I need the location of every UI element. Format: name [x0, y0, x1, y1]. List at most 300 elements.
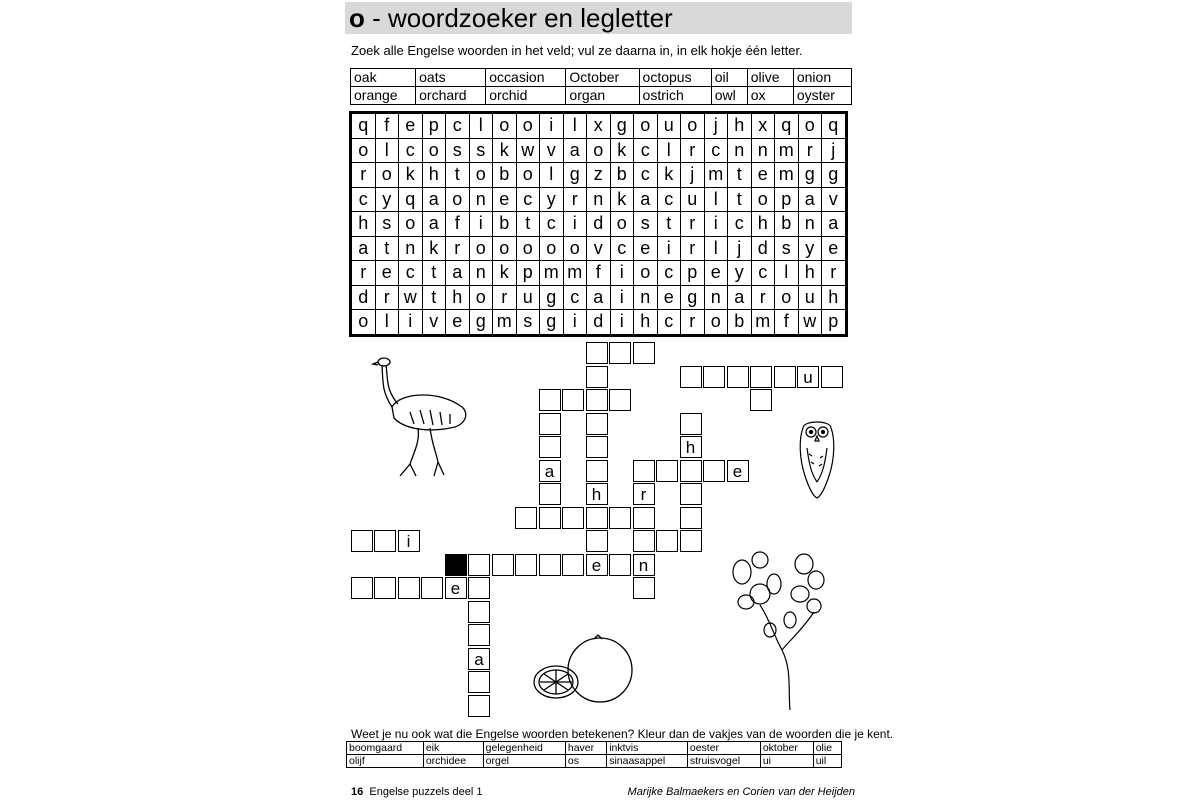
crossword-cell[interactable] — [656, 530, 678, 552]
grid-letter-cell[interactable]: b — [493, 163, 517, 188]
crossword-cell[interactable] — [351, 530, 373, 552]
crossword-cell[interactable] — [468, 671, 490, 693]
crossword-cell[interactable] — [586, 460, 608, 482]
crossword-given-letter[interactable]: a — [539, 460, 561, 482]
grid-letter-cell[interactable]: c — [352, 187, 376, 212]
grid-letter-cell[interactable]: u — [516, 285, 540, 310]
page-number: 16 — [351, 786, 364, 798]
grid-letter-cell[interactable]: e — [399, 114, 423, 139]
grid-letter-cell[interactable]: j — [822, 138, 846, 163]
book-title: Engelse puzzels deel 1 — [369, 786, 483, 798]
grid-letter-cell[interactable]: p — [516, 261, 540, 286]
crossword-cell[interactable] — [351, 577, 373, 599]
grid-letter-cell[interactable]: o — [446, 187, 470, 212]
grid-letter-cell[interactable]: k — [610, 187, 634, 212]
grid-letter-cell[interactable]: k — [493, 138, 517, 163]
crossword-cell[interactable] — [633, 530, 655, 552]
grid-letter-cell[interactable]: i — [563, 212, 587, 237]
grid-letter-cell[interactable]: d — [751, 236, 775, 261]
grid-letter-cell[interactable]: s — [634, 212, 658, 237]
grid-letter-cell[interactable]: c — [657, 310, 681, 335]
grid-letter-cell[interactable]: e — [375, 261, 399, 286]
worksheet-page — [345, 0, 894, 800]
grid-letter-cell[interactable]: l — [563, 114, 587, 139]
grid-letter-cell[interactable]: q — [775, 114, 799, 139]
crossword-cell[interactable] — [633, 507, 655, 529]
crossword-cell[interactable] — [539, 554, 561, 576]
grid-letter-cell[interactable]: t — [375, 236, 399, 261]
grid-letter-cell[interactable]: g — [563, 163, 587, 188]
word-cell: onion — [793, 69, 851, 87]
crossword-cell[interactable] — [680, 460, 702, 482]
grid-letter-cell[interactable]: r — [681, 212, 705, 237]
grid-letter-cell[interactable]: y — [798, 236, 822, 261]
crossword-cell[interactable] — [539, 507, 561, 529]
crossword-cell[interactable] — [586, 342, 608, 364]
grid-letter-cell[interactable]: i — [469, 212, 493, 237]
grid-letter-cell[interactable]: q — [352, 114, 376, 139]
grid-letter-cell[interactable]: i — [540, 114, 564, 139]
crossword-cell[interactable] — [586, 389, 608, 411]
crossword-cell[interactable] — [586, 366, 608, 388]
grid-row — [352, 236, 846, 261]
grid-row — [352, 138, 846, 163]
grid-letter-cell[interactable]: e — [493, 187, 517, 212]
translation-cell[interactable]: inktvis — [607, 742, 688, 755]
crossword-cell[interactable] — [562, 554, 584, 576]
word-cell: octopus — [639, 69, 711, 87]
grid-letter-cell[interactable]: m — [563, 261, 587, 286]
grid-letter-cell[interactable]: e — [657, 285, 681, 310]
grid-letter-cell[interactable]: h — [822, 285, 846, 310]
crossword-cell[interactable] — [468, 601, 490, 623]
grid-letter-cell[interactable]: c — [634, 138, 658, 163]
grid-letter-cell[interactable]: p — [681, 261, 705, 286]
grid-letter-cell[interactable]: t — [728, 163, 752, 188]
grid-letter-cell[interactable]: n — [469, 187, 493, 212]
grid-letter-cell[interactable]: c — [399, 261, 423, 286]
crossword-cell[interactable] — [750, 366, 772, 388]
grid-letter-cell[interactable]: c — [446, 114, 470, 139]
grid-row — [352, 187, 846, 212]
grid-letter-cell[interactable]: r — [446, 236, 470, 261]
grid-letter-cell[interactable]: l — [775, 261, 799, 286]
grid-letter-cell[interactable]: t — [446, 163, 470, 188]
grid-letter-cell[interactable]: r — [751, 285, 775, 310]
word-cell: oyster — [793, 87, 851, 105]
grid-letter-cell[interactable]: e — [446, 310, 470, 335]
grid-letter-cell[interactable]: v — [822, 187, 846, 212]
grid-letter-cell[interactable]: o — [469, 236, 493, 261]
grid-letter-cell[interactable]: o — [469, 285, 493, 310]
crossword-cell[interactable] — [703, 366, 725, 388]
grid-letter-cell[interactable]: m — [493, 310, 517, 335]
grid-letter-cell[interactable]: i — [563, 310, 587, 335]
grid-letter-cell[interactable]: g — [540, 310, 564, 335]
grid-letter-cell[interactable]: n — [399, 236, 423, 261]
grid-letter-cell[interactable]: q — [399, 187, 423, 212]
grid-letter-cell[interactable]: c — [516, 187, 540, 212]
grid-row — [352, 114, 846, 139]
crossword-cell[interactable] — [774, 366, 796, 388]
grid-letter-cell[interactable]: s — [375, 212, 399, 237]
crossword-cell[interactable] — [539, 483, 561, 505]
grid-letter-cell[interactable]: e — [634, 236, 658, 261]
crossword-cell[interactable] — [421, 577, 443, 599]
word-cell: oil — [711, 69, 747, 87]
grid-letter-cell[interactable]: m — [775, 138, 799, 163]
grid-letter-cell[interactable]: a — [587, 285, 611, 310]
crossword-cell[interactable] — [586, 436, 608, 458]
grid-letter-cell[interactable]: f — [775, 310, 799, 335]
crossword-given-letter[interactable]: r — [633, 483, 655, 505]
crossword-cell[interactable] — [492, 554, 514, 576]
grid-letter-cell[interactable]: u — [681, 187, 705, 212]
grid-letter-cell[interactable]: o — [375, 163, 399, 188]
crossword-cell[interactable] — [562, 389, 584, 411]
grid-letter-cell[interactable]: z — [587, 163, 611, 188]
translation-cell[interactable]: uil — [813, 755, 841, 768]
grid-letter-cell[interactable]: p — [822, 310, 846, 335]
crossword-given-letter[interactable]: n — [633, 554, 655, 576]
grid-letter-cell[interactable]: b — [775, 212, 799, 237]
grid-letter-cell[interactable]: a — [422, 212, 446, 237]
grid-letter-cell[interactable]: t — [657, 212, 681, 237]
grid-letter-cell[interactable]: o — [399, 212, 423, 237]
translation-cell[interactable]: eik — [423, 742, 483, 755]
grid-letter-cell[interactable]: i — [610, 285, 634, 310]
grid-letter-cell[interactable]: v — [587, 236, 611, 261]
grid-letter-cell[interactable]: o — [469, 163, 493, 188]
grid-letter-cell[interactable]: n — [469, 261, 493, 286]
grid-letter-cell[interactable]: k — [422, 236, 446, 261]
word-cell: October — [566, 69, 639, 87]
grid-letter-cell[interactable]: i — [399, 310, 423, 335]
crossword-cell[interactable] — [468, 577, 490, 599]
crossword-cell[interactable] — [727, 366, 749, 388]
crossword-given-letter[interactable]: a — [468, 648, 490, 670]
translation-cell[interactable]: olijf — [347, 755, 424, 768]
translation-cell[interactable]: oktober — [760, 742, 813, 755]
grid-letter-cell[interactable]: m — [704, 163, 728, 188]
grid-letter-cell[interactable]: l — [704, 236, 728, 261]
crossword-cell[interactable] — [703, 460, 725, 482]
grid-letter-cell[interactable]: h — [798, 261, 822, 286]
grid-letter-cell[interactable]: n — [587, 187, 611, 212]
word-cell: occasion — [486, 69, 566, 87]
grid-letter-cell[interactable]: t — [422, 285, 446, 310]
grid-letter-cell[interactable]: b — [728, 310, 752, 335]
grid-letter-cell[interactable]: g — [822, 163, 846, 188]
grid-letter-cell[interactable]: c — [540, 212, 564, 237]
grid-letter-cell[interactable]: a — [634, 187, 658, 212]
grid-letter-cell[interactable]: l — [657, 138, 681, 163]
word-cell: ox — [747, 87, 793, 105]
grid-letter-cell[interactable]: v — [540, 138, 564, 163]
grid-letter-cell[interactable]: o — [587, 138, 611, 163]
grid-letter-cell[interactable]: i — [704, 212, 728, 237]
crossword-cell[interactable] — [821, 366, 843, 388]
translation-cell[interactable]: haver — [565, 742, 606, 755]
grid-letter-cell[interactable]: r — [681, 236, 705, 261]
crossword-cell[interactable] — [398, 577, 420, 599]
crossword-cell[interactable] — [680, 413, 702, 435]
grid-letter-cell[interactable]: l — [375, 310, 399, 335]
grid-letter-cell[interactable]: q — [822, 114, 846, 139]
grid-letter-cell[interactable]: c — [610, 236, 634, 261]
crossword-cell[interactable] — [609, 389, 631, 411]
grid-letter-cell[interactable]: a — [446, 261, 470, 286]
grid-letter-cell[interactable]: o — [352, 138, 376, 163]
grid-letter-cell[interactable]: j — [704, 114, 728, 139]
grid-letter-cell[interactable]: r — [798, 138, 822, 163]
grid-letter-cell[interactable]: l — [469, 114, 493, 139]
crossword-cell[interactable] — [515, 507, 537, 529]
crossword-cell[interactable] — [539, 436, 561, 458]
crossword-cell[interactable] — [468, 624, 490, 646]
grid-letter-cell[interactable]: x — [587, 114, 611, 139]
grid-letter-cell[interactable]: r — [493, 285, 517, 310]
grid-letter-cell[interactable]: h — [352, 212, 376, 237]
grid-letter-cell[interactable]: u — [657, 114, 681, 139]
translation-cell[interactable]: gelegenheid — [483, 742, 565, 755]
grid-letter-cell[interactable]: p — [422, 114, 446, 139]
grid-letter-cell[interactable]: c — [563, 285, 587, 310]
grid-letter-cell[interactable]: e — [751, 163, 775, 188]
grid-letter-cell[interactable]: j — [728, 236, 752, 261]
crossword-cell[interactable] — [539, 389, 561, 411]
grid-letter-cell[interactable]: c — [704, 138, 728, 163]
crossword-cell[interactable] — [586, 507, 608, 529]
grid-letter-cell[interactable]: y — [540, 187, 564, 212]
crossword-cell[interactable] — [539, 413, 561, 435]
grid-letter-cell[interactable]: d — [352, 285, 376, 310]
grid-letter-cell[interactable]: k — [610, 138, 634, 163]
grid-letter-cell[interactable]: r — [375, 285, 399, 310]
crossword-given-letter[interactable]: i — [398, 530, 420, 552]
grid-letter-cell[interactable]: i — [610, 310, 634, 335]
grid-letter-cell[interactable]: k — [493, 261, 517, 286]
translation-cell[interactable]: sinaasappel — [607, 755, 688, 768]
crossword-given-letter[interactable]: e — [586, 554, 608, 576]
translation-cell[interactable]: orchidee — [423, 755, 483, 768]
title-letter: o — [349, 3, 365, 33]
grid-letter-cell[interactable]: i — [657, 236, 681, 261]
crossword-cell[interactable] — [468, 554, 490, 576]
grid-letter-cell[interactable]: x — [751, 114, 775, 139]
grid-letter-cell[interactable]: m — [540, 261, 564, 286]
grid-letter-cell[interactable]: b — [493, 212, 517, 237]
grid-letter-cell[interactable]: s — [516, 310, 540, 335]
instruction-text: Zoek alle Engelse woorden in het veld; vul ze daarna in, in elk hokje één letter. — [351, 43, 803, 58]
grid-letter-cell[interactable]: m — [775, 163, 799, 188]
word-cell: owl — [711, 87, 747, 105]
word-list-table — [350, 68, 852, 105]
crossword-cell[interactable] — [680, 483, 702, 505]
word-cell: oats — [416, 69, 486, 87]
grid-letter-cell[interactable]: a — [352, 236, 376, 261]
grid-letter-cell[interactable]: w — [399, 285, 423, 310]
grid-letter-cell[interactable]: t — [422, 261, 446, 286]
grid-letter-cell[interactable]: u — [798, 285, 822, 310]
grid-letter-cell[interactable]: g — [469, 310, 493, 335]
grid-letter-cell[interactable]: h — [422, 163, 446, 188]
grid-letter-cell[interactable]: k — [657, 163, 681, 188]
crossword-cell[interactable] — [586, 530, 608, 552]
grid-letter-cell[interactable]: o — [516, 163, 540, 188]
translation-cell[interactable]: struisvogel — [687, 755, 760, 768]
grid-letter-cell[interactable]: y — [375, 187, 399, 212]
crossword-cell[interactable] — [633, 460, 655, 482]
grid-letter-cell[interactable]: g — [610, 114, 634, 139]
grid-letter-cell[interactable]: h — [728, 114, 752, 139]
grid-letter-cell[interactable]: l — [540, 163, 564, 188]
grid-letter-cell[interactable]: i — [610, 261, 634, 286]
grid-letter-cell[interactable]: o — [681, 114, 705, 139]
grid-letter-cell[interactable]: o — [352, 310, 376, 335]
grid-letter-cell[interactable]: r — [822, 261, 846, 286]
crossword-given-letter[interactable]: e — [445, 577, 467, 599]
word-list-row — [351, 69, 852, 87]
crossword-cell[interactable] — [609, 554, 631, 576]
grid-letter-cell[interactable]: d — [587, 310, 611, 335]
grid-letter-cell[interactable]: t — [516, 212, 540, 237]
crossword-given-letter[interactable]: e — [727, 460, 749, 482]
crossword-cell[interactable] — [515, 554, 537, 576]
grid-letter-cell[interactable]: a — [563, 138, 587, 163]
grid-letter-cell[interactable]: f — [587, 261, 611, 286]
crossword-cell[interactable] — [750, 389, 772, 411]
grid-letter-cell[interactable]: c — [728, 212, 752, 237]
grid-letter-cell[interactable]: r — [563, 187, 587, 212]
grid-letter-cell[interactable]: t — [728, 187, 752, 212]
grid-letter-cell[interactable]: o — [634, 261, 658, 286]
crossword-cell[interactable] — [374, 577, 396, 599]
grid-letter-cell[interactable]: e — [822, 236, 846, 261]
grid-letter-cell[interactable]: n — [634, 285, 658, 310]
grid-letter-cell[interactable]: n — [728, 138, 752, 163]
grid-letter-cell[interactable]: a — [798, 187, 822, 212]
crossword-cell[interactable] — [633, 342, 655, 364]
crossword-cell[interactable] — [468, 695, 490, 717]
grid-letter-cell[interactable]: m — [751, 310, 775, 335]
translation-cell[interactable]: boomgaard — [347, 742, 424, 755]
grid-letter-cell[interactable]: o — [704, 310, 728, 335]
grid-letter-cell[interactable]: o — [563, 236, 587, 261]
word-cell: organ — [566, 87, 639, 105]
grid-letter-cell[interactable]: f — [375, 114, 399, 139]
grid-letter-cell[interactable]: s — [446, 138, 470, 163]
grid-letter-cell[interactable]: r — [681, 310, 705, 335]
grid-letter-cell[interactable]: s — [775, 236, 799, 261]
grid-letter-cell[interactable]: l — [704, 187, 728, 212]
grid-letter-cell[interactable]: r — [681, 138, 705, 163]
crossword-cell[interactable] — [609, 342, 631, 364]
grid-letter-cell[interactable]: g — [681, 285, 705, 310]
grid-letter-cell[interactable]: o — [540, 236, 564, 261]
grid-letter-cell[interactable]: n — [798, 212, 822, 237]
grid-letter-cell[interactable]: o — [422, 138, 446, 163]
translation-cell[interactable]: olie — [813, 742, 841, 755]
grid-letter-cell[interactable]: o — [493, 236, 517, 261]
translation-cell[interactable]: ui — [760, 755, 813, 768]
grid-letter-cell[interactable]: o — [610, 212, 634, 237]
translation-cell[interactable]: oester — [687, 742, 760, 755]
grid-letter-cell[interactable]: g — [798, 163, 822, 188]
grid-letter-cell[interactable]: e — [704, 261, 728, 286]
grid-letter-cell[interactable]: c — [399, 138, 423, 163]
grid-letter-cell[interactable]: l — [375, 138, 399, 163]
crossword-given-letter[interactable]: u — [797, 366, 819, 388]
grid-letter-cell[interactable]: h — [751, 212, 775, 237]
grid-letter-cell[interactable]: v — [422, 310, 446, 335]
crossword-cell[interactable] — [562, 507, 584, 529]
footer-authors: Marijke Balmaekers en Corien van der Heijden — [627, 786, 855, 798]
grid-letter-cell[interactable]: o — [493, 114, 517, 139]
title-bar — [345, 2, 852, 34]
grid-letter-cell[interactable]: c — [657, 261, 681, 286]
grid-letter-cell[interactable]: o — [634, 114, 658, 139]
grid-letter-cell[interactable]: o — [516, 236, 540, 261]
grid-letter-cell[interactable]: k — [399, 163, 423, 188]
grid-letter-cell[interactable]: w — [516, 138, 540, 163]
orchid-drawing — [730, 550, 840, 710]
crossword-black-cell — [445, 554, 467, 576]
grid-letter-cell[interactable]: h — [634, 310, 658, 335]
grid-letter-cell[interactable]: y — [728, 261, 752, 286]
crossword-cell[interactable] — [656, 460, 678, 482]
grid-letter-cell[interactable]: a — [728, 285, 752, 310]
grid-letter-cell[interactable]: p — [775, 187, 799, 212]
grid-letter-cell[interactable]: n — [751, 138, 775, 163]
grid-letter-cell[interactable]: j — [681, 163, 705, 188]
grid-letter-cell[interactable]: n — [704, 285, 728, 310]
word-cell: orchard — [416, 87, 486, 105]
crossword-given-letter[interactable]: h — [680, 436, 702, 458]
grid-row — [352, 261, 846, 286]
grid-letter-cell[interactable]: c — [657, 187, 681, 212]
crossword-cell[interactable] — [609, 507, 631, 529]
grid-letter-cell[interactable]: w — [798, 310, 822, 335]
grid-letter-cell[interactable]: d — [587, 212, 611, 237]
grid-letter-cell[interactable]: o — [516, 114, 540, 139]
grid-letter-cell[interactable]: c — [634, 163, 658, 188]
crossword-cell[interactable] — [680, 366, 702, 388]
grid-letter-cell[interactable]: f — [446, 212, 470, 237]
grid-letter-cell[interactable]: a — [422, 187, 446, 212]
translation-cell[interactable]: os — [565, 755, 606, 768]
grid-letter-cell[interactable]: a — [822, 212, 846, 237]
word-cell: orange — [351, 87, 416, 105]
grid-letter-cell[interactable]: s — [469, 138, 493, 163]
grid-letter-cell[interactable]: o — [798, 114, 822, 139]
crossword-cell[interactable] — [374, 530, 396, 552]
grid-letter-cell[interactable]: c — [751, 261, 775, 286]
grid-letter-cell[interactable]: b — [610, 163, 634, 188]
crossword-cell[interactable] — [633, 577, 655, 599]
grid-letter-cell[interactable]: g — [540, 285, 564, 310]
translation-cell[interactable]: orgel — [483, 755, 565, 768]
grid-letter-cell[interactable]: o — [775, 285, 799, 310]
crossword-cell[interactable] — [680, 530, 702, 552]
grid-letter-cell[interactable]: o — [751, 187, 775, 212]
crossword-cell[interactable] — [586, 413, 608, 435]
grid-letter-cell[interactable]: r — [352, 261, 376, 286]
grid-letter-cell[interactable]: h — [446, 285, 470, 310]
crossword-given-letter[interactable]: h — [586, 483, 608, 505]
crossword-cell[interactable] — [680, 507, 702, 529]
grid-letter-cell[interactable]: r — [352, 163, 376, 188]
